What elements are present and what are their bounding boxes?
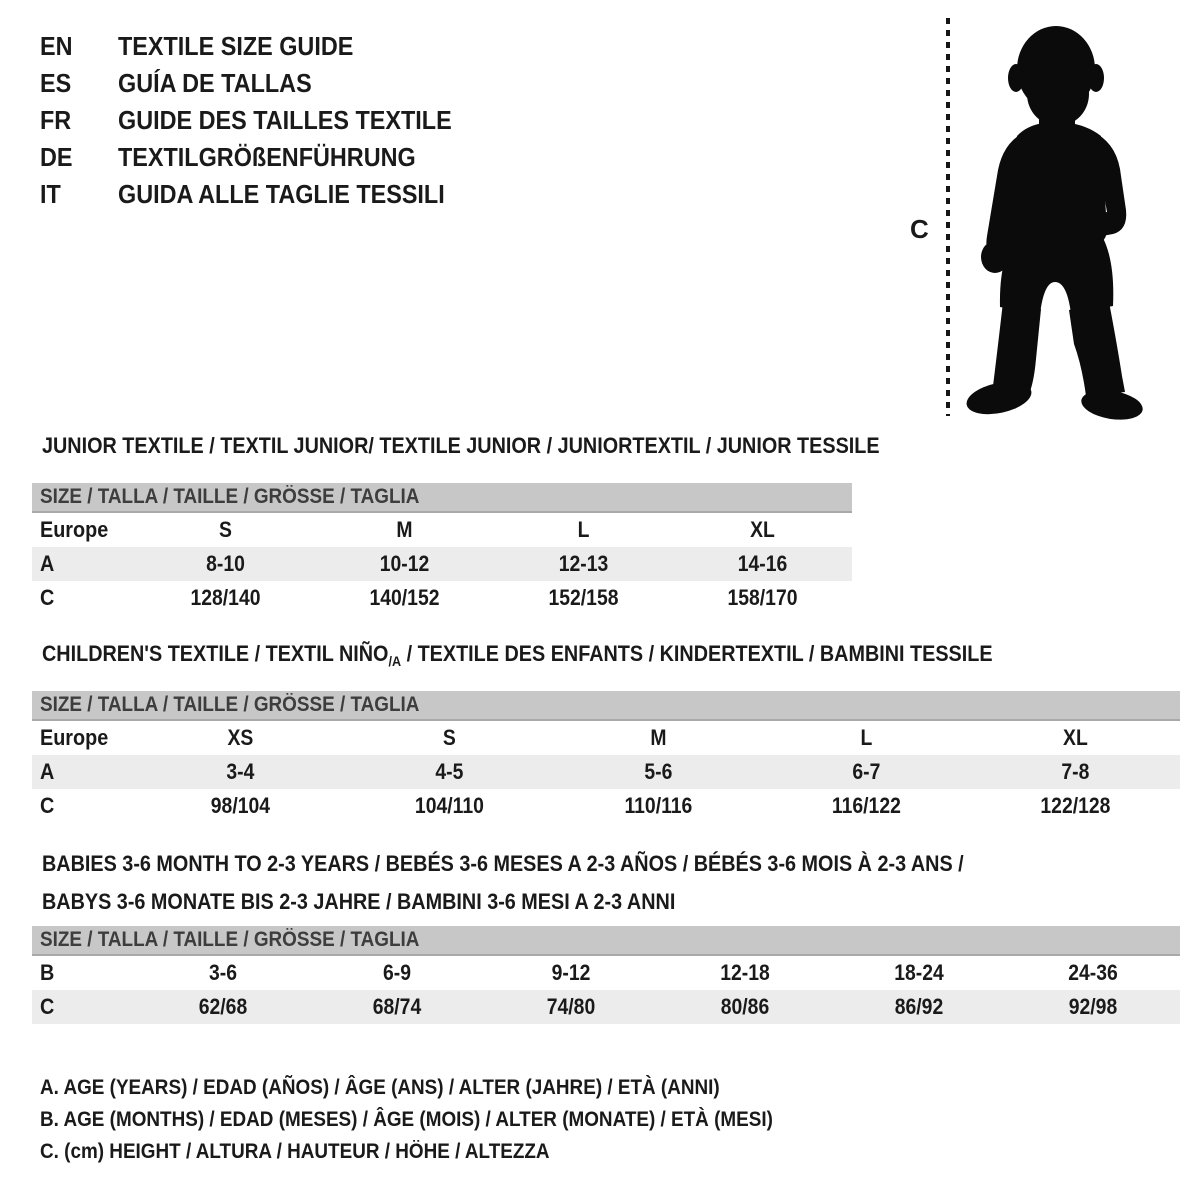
legend-line-c-text: C. (cm) HEIGHT / ALTURA / HAUTEUR / HÖHE / ALTEZZA bbox=[40, 1140, 550, 1163]
section-heading-children-text bbox=[42, 642, 993, 673]
age-cell: 5-6 bbox=[644, 759, 672, 784]
height-cell: 140/152 bbox=[369, 585, 440, 610]
row-label: C bbox=[40, 994, 55, 1019]
height-cell: 98/104 bbox=[210, 793, 271, 818]
table-row-age bbox=[32, 547, 852, 581]
size-header-text: SIZE / TALLA / TAILLE / GRÖSSE / TAGLIA bbox=[40, 485, 420, 508]
age-cell: 24-36 bbox=[1068, 960, 1118, 985]
row-label: A bbox=[40, 759, 55, 784]
lang-code: ES bbox=[40, 68, 72, 98]
lang-title: GUÍA DE TALLAS bbox=[118, 68, 312, 98]
height-cell: 68/74 bbox=[372, 994, 422, 1019]
lang-code: FR bbox=[40, 105, 72, 135]
age-cell: 10-12 bbox=[379, 551, 430, 576]
section-heading-children bbox=[42, 642, 1098, 673]
height-cell: 116/122 bbox=[832, 793, 902, 818]
lang-row-en bbox=[40, 28, 489, 65]
size-cell: XL bbox=[1063, 725, 1088, 750]
children-heading-sub: /A bbox=[388, 653, 402, 669]
babies-heading-line1: BABIES 3-6 MONTH TO 2-3 YEARS / BEBÉS 3-6 MESES A 2-3 AÑOS / BÉBÉS 3-6 MOIS À 2-3 ANS / bbox=[42, 851, 964, 876]
age-cell: 6-7 bbox=[852, 759, 881, 784]
age-cell: 14-16 bbox=[737, 551, 788, 576]
children-heading-pre: CHILDREN'S TEXTILE / TEXTIL NIÑO bbox=[42, 641, 389, 666]
legend-line-a-text: A. AGE (YEARS) / EDAD (AÑOS) / ÂGE (ANS) / ALTER (JAHRE) / ETÀ (ANNI) bbox=[40, 1076, 720, 1099]
age-cell: 12-18 bbox=[720, 960, 770, 985]
row-label: Europe bbox=[40, 725, 109, 750]
row-label: C bbox=[40, 585, 55, 610]
height-cell: 74/80 bbox=[546, 994, 596, 1019]
age-cell: 12-13 bbox=[558, 551, 609, 576]
lang-row-it bbox=[40, 176, 489, 213]
size-cell: S bbox=[219, 517, 232, 542]
height-cell: 122/128 bbox=[1040, 793, 1111, 818]
babies-heading-line2: BABYS 3-6 MONATE BIS 2-3 JAHRE / BAMBINI 3-6 MESI A 2-3 ANNI bbox=[42, 889, 676, 914]
row-label: B bbox=[40, 960, 55, 985]
size-table-junior bbox=[32, 483, 852, 615]
lang-row-es bbox=[40, 65, 489, 102]
row-label: C bbox=[40, 793, 55, 818]
lang-row-fr bbox=[40, 102, 489, 139]
language-title-list bbox=[40, 28, 489, 213]
section-heading-junior-text: JUNIOR TEXTILE / TEXTIL JUNIOR/ TEXTILE JUNIOR / JUNIORTEXTIL / JUNIOR TESSILE bbox=[42, 433, 880, 458]
lang-code: EN bbox=[40, 31, 73, 61]
section-heading-babies bbox=[42, 845, 1066, 921]
section-heading-junior bbox=[42, 434, 973, 458]
children-heading-post: / TEXTILE DES ENFANTS / KINDERTEXTIL / BAMBINI TESSILE bbox=[401, 641, 993, 666]
size-cell: XS bbox=[227, 725, 254, 750]
table-row-europe bbox=[32, 513, 852, 547]
lang-row-de bbox=[40, 139, 489, 176]
height-cell: 158/170 bbox=[727, 585, 798, 610]
legend-line-b-text: B. AGE (MONTHS) / EDAD (MESES) / ÂGE (MOIS) / ALTER (MONATE) / ETÀ (MESI) bbox=[40, 1108, 773, 1131]
size-header-text: SIZE / TALLA / TAILLE / GRÖSSE / TAGLIA bbox=[40, 693, 420, 716]
size-table-children bbox=[32, 691, 1180, 823]
height-cell: 128/140 bbox=[190, 585, 261, 610]
height-cell: 80/86 bbox=[720, 994, 770, 1019]
legend-line-a bbox=[40, 1072, 854, 1104]
table-row-age bbox=[32, 755, 1180, 789]
size-header-bar bbox=[32, 926, 1180, 956]
lang-code: DE bbox=[40, 142, 73, 172]
age-cell: 3-4 bbox=[226, 759, 255, 784]
row-label: A bbox=[40, 551, 55, 576]
table-row-height bbox=[32, 990, 1180, 1024]
lang-code: IT bbox=[40, 179, 61, 209]
height-measure-dashed-line bbox=[946, 18, 950, 416]
size-header-text: SIZE / TALLA / TAILLE / GRÖSSE / TAGLIA bbox=[40, 928, 420, 951]
row-label: Europe bbox=[40, 517, 109, 542]
size-cell: M bbox=[396, 517, 413, 542]
lang-title: GUIDE DES TAILLES TEXTILE bbox=[118, 105, 452, 135]
size-cell: XL bbox=[750, 517, 775, 542]
age-cell: 9-12 bbox=[551, 960, 591, 985]
age-cell: 8-10 bbox=[206, 551, 245, 576]
size-table-babies bbox=[32, 926, 1180, 1024]
size-cell: S bbox=[442, 725, 456, 750]
height-cell: 110/116 bbox=[624, 793, 692, 818]
size-cell: L bbox=[577, 517, 590, 542]
age-cell: 6-9 bbox=[383, 960, 411, 985]
size-cell: L bbox=[860, 725, 873, 750]
legend-line-b bbox=[40, 1104, 854, 1136]
table-row-months bbox=[32, 956, 1180, 990]
height-cell: 104/110 bbox=[414, 793, 484, 818]
lang-title: TEXTILE SIZE GUIDE bbox=[118, 31, 354, 61]
table-row-europe bbox=[32, 721, 1180, 755]
size-header-bar bbox=[32, 691, 1180, 721]
size-header-bar bbox=[32, 483, 852, 513]
height-cell: 86/92 bbox=[894, 994, 944, 1019]
table-row-height bbox=[32, 789, 1180, 823]
figure-measure-label: C bbox=[910, 214, 929, 244]
height-cell: 62/68 bbox=[198, 994, 248, 1019]
table-row-height bbox=[32, 581, 852, 615]
age-cell: 18-24 bbox=[894, 960, 944, 985]
toddler-silhouette-icon bbox=[955, 14, 1150, 420]
size-cell: M bbox=[649, 725, 667, 750]
age-cell: 3-6 bbox=[209, 960, 237, 985]
lang-title: TEXTILGRÖßENFÜHRUNG bbox=[118, 142, 416, 172]
lang-title: GUIDA ALLE TAGLIE TESSILI bbox=[118, 179, 445, 209]
age-cell: 4-5 bbox=[435, 759, 464, 784]
age-cell: 7-8 bbox=[1061, 759, 1090, 784]
height-cell: 92/98 bbox=[1068, 994, 1118, 1019]
legend-line-c bbox=[40, 1136, 854, 1168]
measure-legend bbox=[40, 1072, 854, 1168]
height-cell: 152/158 bbox=[548, 585, 619, 610]
